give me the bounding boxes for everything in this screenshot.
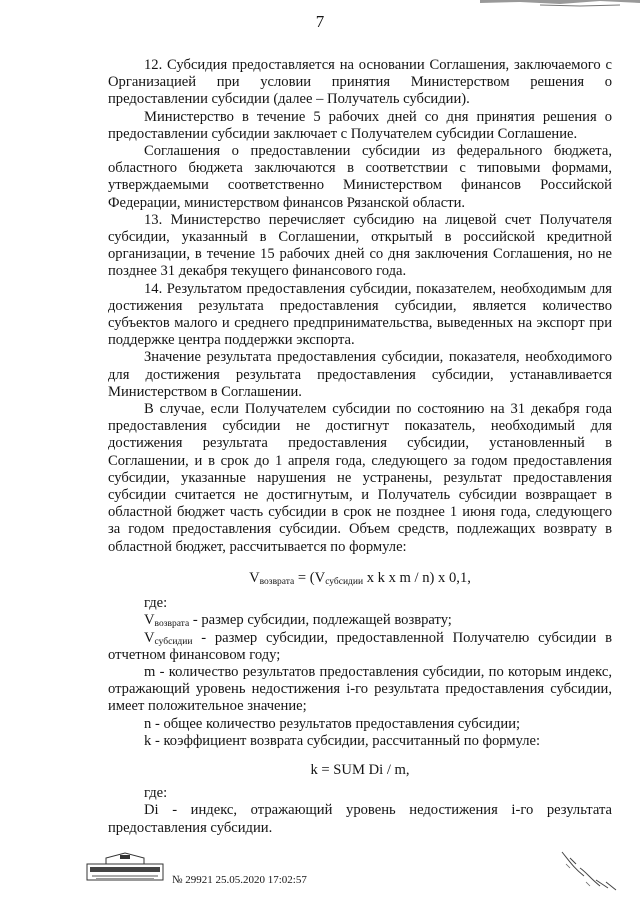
definition-v-return	[108, 612, 612, 629]
def-text: - размер субсидии, подлежащей возврату;	[189, 612, 452, 629]
def-subscript: субсидии	[154, 636, 193, 647]
definition-n: n - общее количество результатов предоставления субсидии;	[144, 715, 521, 732]
def-subscript: возврата	[154, 619, 190, 630]
definition-v-subsidy	[108, 630, 612, 664]
paragraph-14-return: В случае, если Получателем субсидии по состоянию на 31 декабря года предоставления субсидии не достигнут показатель, необходимый для достижения результата предоставления субсидии, установленный в Соглашении, и в срок до 1 апреля года, следующего за годом предоставления субсидии, указанные нарушения не устранены, результат предоставления субсидии считается не достигнутым, и Получатель субсидии возвращает в областной бюджет часть субсидии в срок не позднее 1 июня года, следующего за годом предоставления субсидии. Объем средств, подлежащих возврату в областной бюджет, рассчитывается по формуле:	[108, 401, 612, 555]
registry-stamp-icon	[86, 852, 164, 882]
page-number: 7	[315, 12, 325, 31]
formula-v: V	[249, 569, 260, 586]
document-body	[108, 57, 612, 837]
paragraph-12-agreement: Министерство в течение 5 рабочих дней со дня принятия решения о предоставлении субсидии заключает с Получателем субсидии Соглашение.	[108, 108, 612, 142]
paragraph-12: 12. Субсидия предоставляется на основании Соглашения, заключаемого с Организацией при условии принятия Министерством решения о предоставлении субсидии (далее – Получатель субсидии).	[108, 57, 612, 108]
document-number: № 29921	[172, 874, 213, 886]
definition-di: Di - индекс, отражающий уровень недостижения i-го результата предоставления субсидии.	[108, 802, 612, 836]
formula-mid-subscript: субсидии	[325, 576, 364, 587]
signature-mark-icon	[556, 842, 622, 892]
def-symbol: V	[144, 629, 155, 646]
definition-k: k - коэффициент возврата субсидии, рассчитанный по формуле:	[144, 732, 541, 749]
paragraph-13: 13. Министерство перечисляет субсидию на лицевой счет Получателя субсидии, указанный в Соглашении, открытый в российской кредитной организации, в течение 15 рабочих дней со дня заключения Соглашения, но не позднее 31 декабря текущего финансового года.	[108, 211, 612, 280]
formula-rest: x k x m / n) x 0,1,	[363, 569, 471, 586]
paragraph-14: 14. Результатом предоставления субсидии, показателем, необходимым для достижения результата предоставления субсидии, является количество субъектов малого и среднего предпринимательства, выведенных на экспорт при поддержке центра поддержки экспорта.	[108, 280, 612, 349]
formula-v-subscript: возврата	[259, 576, 295, 587]
registration-date: 25.05.2020 17:02:57	[215, 874, 307, 886]
scan-edge-artifact	[480, 0, 640, 10]
where-label-2: где:	[144, 785, 168, 802]
def-text: - размер субсидии, предоставленной Получателю субсидии в отчетном финансовом году;	[108, 629, 612, 663]
paragraph-12-forms: Соглашения о предоставлении субсидии из федерального бюджета, областного бюджета заключаются в соответствии с типовыми формами, утверждаемыми соответственно Министерством финансов Российской Федерации, министерством финансов Рязанской области.	[108, 143, 612, 211]
return-formula	[108, 570, 612, 587]
coefficient-formula: k = SUM Di / m,	[310, 761, 410, 778]
where-label-1: где:	[144, 595, 168, 612]
definition-m: m - количество результатов предоставления субсидии, по которым индекс, отражающий уровень недостижения i-го результата предоставления субсидии, имеет положительное значение;	[108, 663, 612, 715]
formula-mid: = (V	[294, 569, 326, 586]
def-symbol: V	[144, 612, 155, 629]
registration-footer	[172, 874, 307, 886]
paragraph-14-value: Значение результата предоставления субсидии, показателя, необходимого для достижения результата предоставления субсидии, устанавливается Министерством в Соглашении.	[108, 349, 612, 400]
